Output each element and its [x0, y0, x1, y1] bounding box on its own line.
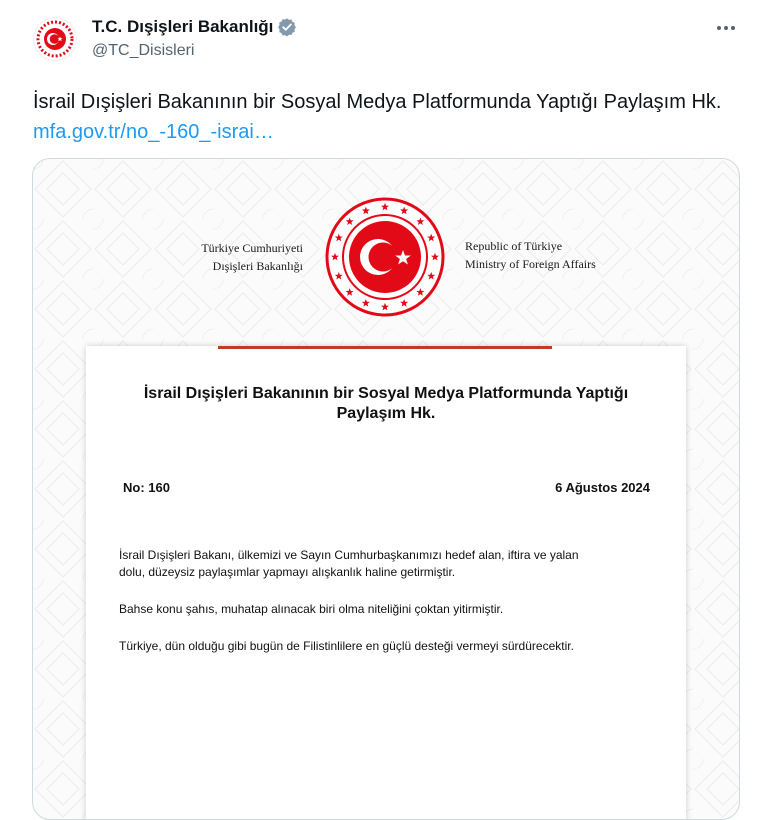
paragraph-1-line2: dolu, düzeysiz paylaşımlar yapmayı alışkanlık haline getirmiştir. — [119, 565, 456, 579]
caption-tr-line2: Dışişleri Bakanlığı — [212, 259, 303, 273]
document-number: No: 160 — [123, 480, 170, 495]
caption-en-line2: Ministry of Foreign Affairs — [465, 257, 596, 271]
document-title — [106, 384, 666, 424]
document-paragraph-2: Bahse konu şahıs, muhatap alınacak biri olma niteliğini çoktan yitirmiştir. — [119, 602, 504, 616]
account-name[interactable]: T.C. Dışişleri Bakanlığı — [92, 17, 274, 36]
tweet-link[interactable]: mfa.gov.tr/no_-160_-israi… — [33, 121, 274, 143]
press-release-document — [86, 346, 686, 820]
caption-tr-line1: Türkiye Cumhuriyeti — [201, 241, 303, 255]
paragraph-1-line1: İsrail Dışişleri Bakanı, ülkemizi ve Sayın Cumhurbaşkanımızı hedef alan, iftira ve yalan — [119, 548, 579, 562]
tweet-header — [0, 0, 781, 80]
ministry-caption-turkish — [183, 239, 303, 275]
more-dots-icon[interactable] — [711, 18, 741, 38]
document-title-line2: Paylaşım Hk. — [336, 405, 436, 422]
ministry-seal-icon — [323, 195, 447, 319]
document-paragraph-3: Türkiye, dün olduğu gibi bugün de Filistinlilere en güçlü desteği vermeyi sürdürecektir. — [119, 639, 574, 653]
verified-badge-icon — [277, 17, 297, 37]
red-divider — [218, 346, 552, 349]
ministry-caption-english — [465, 237, 655, 273]
document-title-line1: İsrail Dışişleri Bakanının bir Sosyal Medya Platformunda Yaptığı — [143, 385, 629, 402]
document-paragraph-1 — [119, 547, 659, 581]
tweet-body: İsrail Dışişleri Bakanının bir Sosyal Medya Platformunda Yaptığı Paylaşım Hk. — [33, 91, 722, 113]
turkish-ministry-emblem-icon[interactable] — [33, 17, 77, 61]
account-name-row — [92, 16, 297, 38]
tweet-text — [33, 87, 753, 147]
tweet-media-image[interactable] — [32, 158, 740, 820]
caption-en-line1: Republic of Türkiye — [465, 239, 563, 253]
account-handle[interactable]: @TC_Disisleri — [92, 42, 195, 59]
document-date: 6 Ağustos 2024 — [555, 480, 650, 495]
